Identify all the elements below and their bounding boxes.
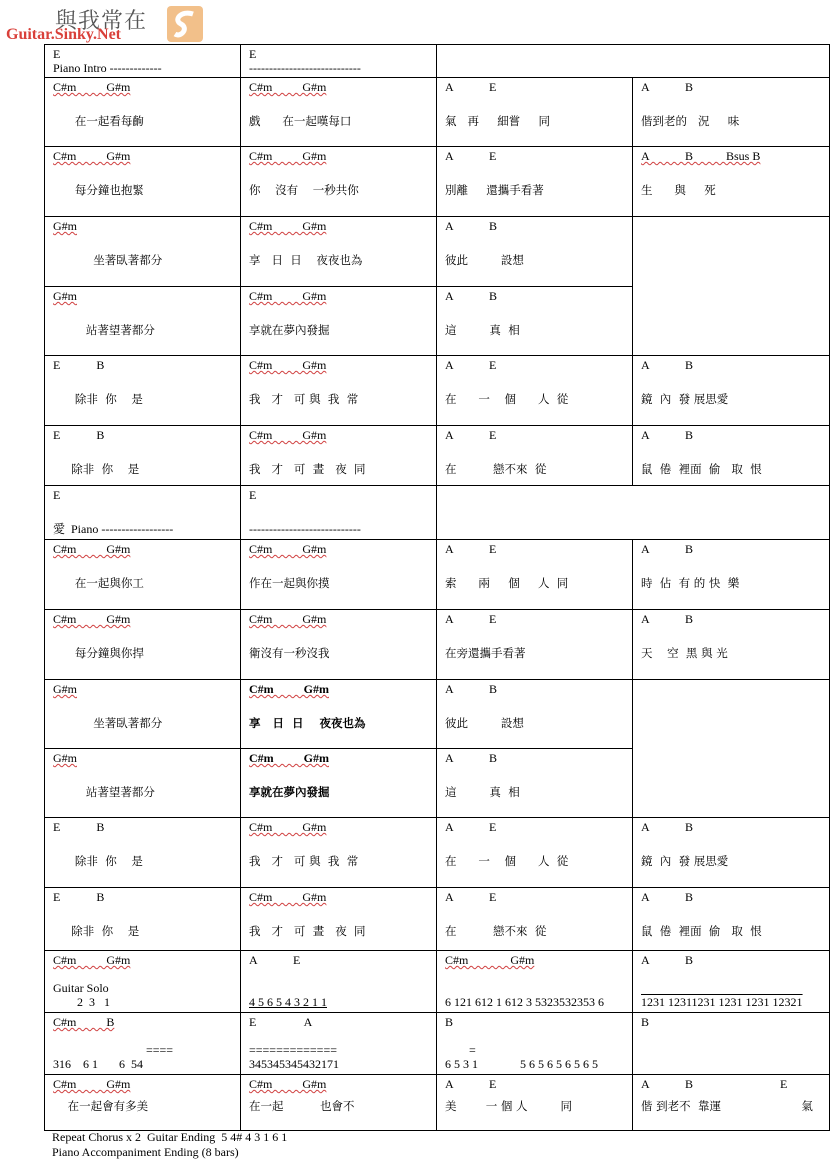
chord-line: A E xyxy=(249,953,301,967)
bar-cell xyxy=(633,1013,830,1075)
chord-line: A B xyxy=(641,428,694,442)
chord-line: C#m G#m xyxy=(249,542,327,556)
chord-line: C#m G#m xyxy=(53,542,131,556)
section-label: ---------------------------- xyxy=(249,61,361,75)
lyric-line: 在一起會有多美 xyxy=(53,1099,149,1113)
sheet-row xyxy=(45,680,830,749)
lyric-line: 時 佔 有 的 快 樂 xyxy=(641,576,740,590)
lyric-line: 我 才 可 與 我 常 xyxy=(249,854,359,868)
lyric-line: 你 沒有 一秒共你 xyxy=(249,183,359,197)
chord-line: A E xyxy=(445,890,497,904)
notation-numbers: 2 3 1 xyxy=(53,995,110,1009)
lyric-line: 別離 還攜手看著 xyxy=(445,183,544,197)
bar-cell xyxy=(437,888,633,951)
chord-line: A B Bsus B xyxy=(641,149,761,163)
lyric-line: 在 一 個 人 從 xyxy=(445,854,569,868)
sheet-row xyxy=(45,818,830,888)
notation-numbers: 6 5 3 1 5 6 5 6 5 6 5 6 5 xyxy=(445,1057,598,1071)
lyric-line: 我 才 可 與 我 常 xyxy=(249,392,359,406)
bar-cell xyxy=(241,680,437,749)
sheet-row xyxy=(45,356,830,426)
bar-cell xyxy=(241,540,437,610)
chord-line: C#m G#m xyxy=(249,612,327,626)
bar-cell xyxy=(241,287,437,356)
lyric-line: 每分鐘與你捍 xyxy=(53,646,144,660)
bar-cell xyxy=(633,951,830,1013)
chord-line: E B xyxy=(53,820,105,834)
chord-sheet-table xyxy=(44,44,830,1131)
chord-line: C#m G#m xyxy=(249,890,327,904)
chord-line: C#m G#m xyxy=(445,953,535,967)
bar-cell xyxy=(437,78,633,147)
page-header xyxy=(0,0,835,44)
chord-line: C#m G#m xyxy=(53,953,131,967)
notation-marks xyxy=(445,981,624,995)
bar-cell xyxy=(437,610,633,680)
bar-cell xyxy=(45,426,241,486)
section-label: Piano Intro ------------- xyxy=(53,61,162,75)
bar-cell xyxy=(241,749,437,818)
site-watermark: Guitar.Sinky.Net xyxy=(6,26,121,43)
lyric-line: 我 才 可 晝 夜 同 xyxy=(249,924,366,938)
chord-line: C#m G#m xyxy=(249,751,329,765)
chord-line: A B xyxy=(641,820,694,834)
bar-cell xyxy=(633,680,830,818)
lyric-line: 站著望著都分 xyxy=(53,323,155,337)
sheet-row xyxy=(45,540,830,610)
site-logo-icon xyxy=(167,6,203,42)
lyric-line: 作在一起與你摸 xyxy=(249,576,330,590)
chord-line: A B xyxy=(445,751,498,765)
lyric-line: 除非 你 是 xyxy=(53,924,140,938)
chord-line: A E xyxy=(445,542,497,556)
chord-line: A B xyxy=(641,612,694,626)
bar-cell xyxy=(45,147,241,217)
chord-line: C#m G#m xyxy=(249,428,327,442)
chord-line: C#m G#m xyxy=(249,219,327,233)
chord-line: C#m G#m xyxy=(249,1077,327,1091)
bar-cell xyxy=(437,486,830,540)
lyric-line: 除非 你 是 xyxy=(53,462,140,476)
chord-line: E B xyxy=(53,890,105,904)
lyric-line: 鏡 內 發 展思愛 xyxy=(641,854,729,868)
lyric-line: 坐著臥著都分 xyxy=(53,716,163,730)
sheet-row xyxy=(45,147,830,217)
chord-line: C#m G#m xyxy=(249,80,327,94)
bar-cell xyxy=(45,45,241,78)
bar-cell xyxy=(241,486,437,540)
bar-cell xyxy=(437,356,633,426)
chord-line: C#m G#m xyxy=(249,289,327,303)
chord-line: A E xyxy=(445,1077,497,1091)
chord-line: A B xyxy=(641,358,694,372)
bar-cell xyxy=(437,951,633,1013)
chord-line: C#m G#m xyxy=(249,682,329,696)
footer-notes xyxy=(52,1130,287,1160)
bar-cell xyxy=(437,818,633,888)
bar-cell xyxy=(45,540,241,610)
lyric-line: 生 與 死 xyxy=(641,183,716,197)
chord-line: A B xyxy=(445,682,498,696)
chord-line: E xyxy=(249,47,257,61)
bar-cell xyxy=(437,147,633,217)
chord-line: E xyxy=(53,488,61,502)
sheet-row xyxy=(45,1013,830,1075)
lyric-line: 在一起 也會不 xyxy=(249,1099,355,1113)
lyric-line: 享就在夢內發掘 xyxy=(249,785,330,799)
notation-numbers: 316 6 1 6 54 xyxy=(53,1057,143,1071)
chord-line: B xyxy=(445,1015,454,1029)
bar-cell xyxy=(45,888,241,951)
song-title: 與我常在 xyxy=(55,9,148,34)
chord-line: A B xyxy=(641,80,694,94)
chord-line: A B xyxy=(641,890,694,904)
notation-numbers: 6 121 612 1 612 3 5323532353 6 xyxy=(445,995,604,1009)
chord-line: C#m G#m xyxy=(53,149,131,163)
bar-cell xyxy=(437,287,633,356)
lyric-line: 彼此 設想 xyxy=(445,716,524,730)
lyric-line: 坐著臥著都分 xyxy=(53,253,163,267)
solo-label: Guitar Solo xyxy=(53,981,109,995)
sheet-row xyxy=(45,888,830,951)
notation-marks: = xyxy=(445,1043,476,1057)
lyric-line: 享 日 日 夜夜也為 xyxy=(249,716,366,730)
chord-line: G#m xyxy=(53,289,77,303)
bar-cell xyxy=(241,818,437,888)
lyric-line: 天 空 黑 與 光 xyxy=(641,646,728,660)
lyric-line: 美 一 個 人 同 xyxy=(445,1099,572,1113)
sheet-row xyxy=(45,45,830,78)
lyric-line: 鼠 倦 裡面 偷 取 恨 xyxy=(641,462,762,476)
bar-cell xyxy=(633,540,830,610)
chord-line: A B E xyxy=(641,1077,788,1091)
bar-cell xyxy=(241,78,437,147)
chord-line: C#m G#m xyxy=(53,612,131,626)
bar-cell xyxy=(633,888,830,951)
bar-cell xyxy=(633,356,830,426)
bar-cell xyxy=(633,426,830,486)
bar-cell xyxy=(45,287,241,356)
sheet-row xyxy=(45,426,830,486)
notation-numbers: 345345345432171 xyxy=(249,1057,339,1071)
lyric-line: 在 戀不來 從 xyxy=(445,462,547,476)
lyric-line: 鼠 倦 裡面 偷 取 恨 xyxy=(641,924,762,938)
notation-marks xyxy=(249,981,428,995)
bar-cell xyxy=(241,45,437,78)
chord-line: A B xyxy=(445,219,498,233)
bar-cell xyxy=(633,1075,830,1131)
chord-line: C#m G#m xyxy=(249,149,327,163)
footer-repeat-note: Repeat Chorus x 2 Guitar Ending 5 4# 4 3 1 6 1 xyxy=(52,1130,288,1144)
bar-cell xyxy=(633,217,830,356)
chord-line: G#m xyxy=(53,751,77,765)
bar-cell xyxy=(45,217,241,287)
sheet-row xyxy=(45,1075,830,1131)
bar-cell xyxy=(633,147,830,217)
bar-cell xyxy=(241,1075,437,1131)
bar-cell xyxy=(633,818,830,888)
chord-line: C#m G#m xyxy=(249,358,327,372)
bar-cell xyxy=(437,540,633,610)
sheet-row xyxy=(45,486,830,540)
lyric-line: 除非 你 是 xyxy=(53,392,143,406)
bar-cell xyxy=(633,610,830,680)
lyric-line: 氣 再 細嘗 同 xyxy=(445,114,551,128)
bar-cell xyxy=(241,610,437,680)
lyric-line: 衛沒有一秒沒我 xyxy=(249,646,330,660)
chord-line: A E xyxy=(445,612,497,626)
bar-cell xyxy=(45,78,241,147)
bar-cell xyxy=(241,217,437,287)
chord-line: C#m G#m xyxy=(53,1077,131,1091)
chord-line: E xyxy=(53,47,61,61)
chord-line: E xyxy=(249,488,257,502)
chord-line: B xyxy=(641,1015,650,1029)
lyric-line: 在 一 個 人 從 xyxy=(445,392,569,406)
bar-cell xyxy=(45,1013,241,1075)
notation-marks xyxy=(641,1043,821,1057)
section-label: ---------------------------- xyxy=(249,522,361,536)
lyric-line: 享 日 日 夜夜也為 xyxy=(249,253,363,267)
notation-marks: ==== xyxy=(53,1043,174,1057)
lyric-line: 每分鐘也抱緊 xyxy=(53,183,144,197)
lyric-line: 站著望著都分 xyxy=(53,785,155,799)
lyric-line: 彼此 設想 xyxy=(445,253,524,267)
notation-marks xyxy=(641,981,821,995)
lyric-line: 偕 到老不 靠運 氣 xyxy=(641,1099,813,1113)
chord-line: C#m B xyxy=(53,1015,115,1029)
bar-cell xyxy=(437,749,633,818)
chord-line: E A xyxy=(249,1015,313,1029)
chord-line: A B xyxy=(641,542,694,556)
lyric-line: 在 戀不來 從 xyxy=(445,924,547,938)
bar-cell xyxy=(437,1013,633,1075)
chord-line: A E xyxy=(445,820,497,834)
bar-cell xyxy=(241,951,437,1013)
notation-numbers: 1231 12311231 1231 1231 12321 xyxy=(641,995,803,1009)
chord-line: A E xyxy=(445,358,497,372)
lyric-line: 在一起與你工 xyxy=(53,576,144,590)
chord-line: E B xyxy=(53,428,105,442)
lyric-line: 我 才 可 晝 夜 同 xyxy=(249,462,366,476)
bar-cell xyxy=(437,426,633,486)
bar-cell xyxy=(241,356,437,426)
bar-cell xyxy=(437,1075,633,1131)
notation-marks: ============= xyxy=(249,1043,337,1057)
sheet-row xyxy=(45,78,830,147)
bar-cell xyxy=(241,426,437,486)
bar-cell xyxy=(45,818,241,888)
lyric-line: 這 真 相 xyxy=(445,323,520,337)
sheet-row xyxy=(45,951,830,1013)
lyric-line: 戲 在一起嘆每口 xyxy=(249,114,352,128)
sheet-row xyxy=(45,217,830,287)
lyric-line: 在旁還攜手看著 xyxy=(445,646,526,660)
footer-ending-note: Piano Accompaniment Ending (8 bars) xyxy=(52,1145,239,1159)
lyric-line: 在一起看每齣 xyxy=(53,114,144,128)
bar-cell xyxy=(45,1075,241,1131)
chord-line: E B xyxy=(53,358,105,372)
lyric-line: 這 真 相 xyxy=(445,785,520,799)
chord-line: C#m G#m xyxy=(53,80,131,94)
sheet-row xyxy=(45,610,830,680)
chord-line: A B xyxy=(641,953,694,967)
bar-cell xyxy=(437,680,633,749)
chord-line: C#m G#m xyxy=(249,820,327,834)
notation-numbers: 4 5 6 5 4 3 2 1 1 xyxy=(249,995,327,1009)
lyric-line: 索 兩 個 人 同 xyxy=(445,576,569,590)
lyric-line: 偕到老的 況 味 xyxy=(641,114,740,128)
chord-line: G#m xyxy=(53,219,77,233)
chord-line: A E xyxy=(445,428,497,442)
bar-cell xyxy=(45,610,241,680)
bar-cell xyxy=(437,217,633,287)
lyric-line: 享就在夢內發掘 xyxy=(249,323,330,337)
bar-cell xyxy=(45,680,241,749)
chord-line: G#m xyxy=(53,682,77,696)
bar-cell xyxy=(437,45,830,78)
chord-line: A B xyxy=(445,289,498,303)
bar-cell xyxy=(45,951,241,1013)
bar-cell xyxy=(45,356,241,426)
bar-cell xyxy=(241,1013,437,1075)
chord-line: A E xyxy=(445,149,497,163)
lyric-line: 鏡 內 發 展思愛 xyxy=(641,392,729,406)
bar-cell xyxy=(633,78,830,147)
lyric-line: 除非 你 是 xyxy=(53,854,143,868)
bar-cell xyxy=(45,749,241,818)
bar-cell xyxy=(45,486,241,540)
section-label: 愛 Piano ------------------ xyxy=(53,522,174,536)
chord-line: A E xyxy=(445,80,497,94)
bar-cell xyxy=(241,888,437,951)
bar-cell xyxy=(241,147,437,217)
